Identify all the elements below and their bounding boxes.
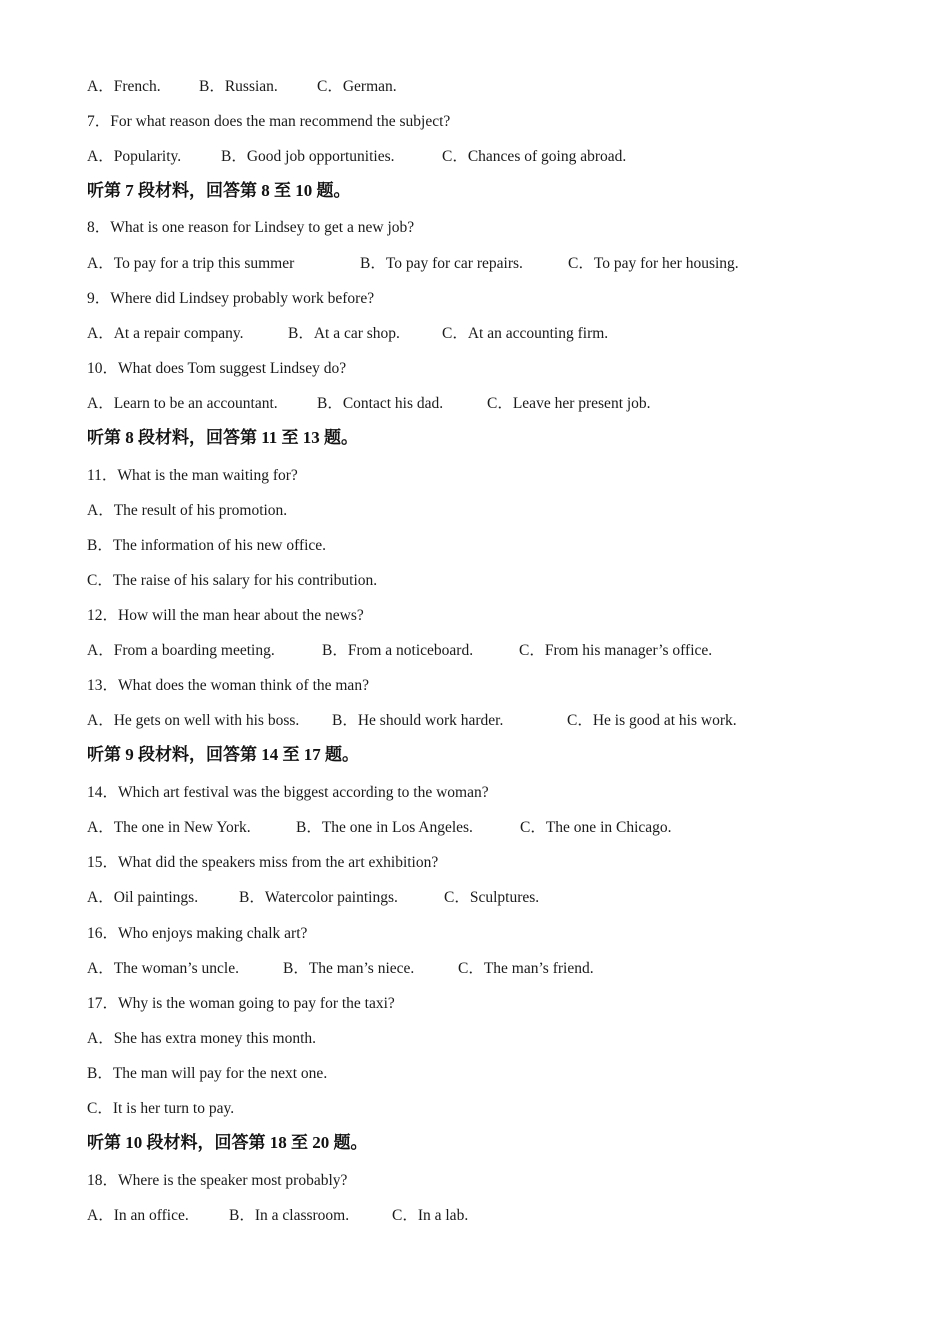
option-c: C．German. [317, 78, 397, 95]
question-11-option-c: C．The raise of his salary for his contribution. [87, 572, 378, 589]
option-b: B．Contact his dad. [317, 395, 444, 412]
section-heading-8: 听第 8 段材料，回答第 11 至 13 题。 [87, 428, 359, 447]
question-16: 16．Who enjoys making chalk art? [87, 925, 308, 942]
option-a: A．Learn to be an accountant. [87, 395, 278, 412]
option-c: C．Sculptures. [444, 889, 540, 906]
section-heading-10: 听第 10 段材料，回答第 18 至 20 题。 [87, 1133, 368, 1152]
option-b: B．The one in Los Angeles. [296, 819, 473, 836]
question-8: 8．What is one reason for Lindsey to get a new job? [87, 219, 415, 236]
question-17-option-c: C．It is her turn to pay. [87, 1100, 235, 1117]
option-b: B．Russian. [199, 78, 278, 95]
option-a: A．Oil paintings. [87, 889, 199, 906]
question-14: 14．Which art festival was the biggest according to the woman? [87, 784, 489, 801]
question-7: 7．For what reason does the man recommend the subject? [87, 113, 451, 130]
option-b: B．The man’s niece. [283, 960, 415, 977]
question-11-option-a: A．The result of his promotion. [87, 502, 288, 519]
option-c: C．At an accounting firm. [442, 325, 609, 342]
option-c: C．From his manager’s office. [519, 642, 713, 659]
section-heading-7: 听第 7 段材料，回答第 8 至 10 题。 [87, 181, 351, 200]
option-b: B．At a car shop. [288, 325, 400, 342]
question-11: 11．What is the man waiting for? [87, 467, 298, 484]
question-17-option-a: A．She has extra money this month. [87, 1030, 317, 1047]
question-13: 13．What does the woman think of the man? [87, 677, 369, 694]
option-b: B．Watercolor paintings. [239, 889, 398, 906]
option-a: A．To pay for a trip this summer [87, 255, 295, 272]
question-12: 12．How will the man hear about the news? [87, 607, 364, 624]
question-17-option-b: B．The man will pay for the next one. [87, 1065, 328, 1082]
option-c: C．He is good at his work. [567, 712, 737, 729]
option-c: C．Leave her present job. [487, 395, 651, 412]
option-a: A．The woman’s uncle. [87, 960, 239, 977]
option-b: B．In a classroom. [229, 1207, 350, 1224]
option-a: A．He gets on well with his boss. [87, 712, 300, 729]
option-c: C．To pay for her housing. [568, 255, 739, 272]
question-15: 15．What did the speakers miss from the art exhibition? [87, 854, 439, 871]
option-b: B．Good job opportunities. [221, 148, 395, 165]
question-10: 10．What does Tom suggest Lindsey do? [87, 360, 347, 377]
option-a: A．Popularity. [87, 148, 182, 165]
option-c: C．The man’s friend. [458, 960, 594, 977]
question-17: 17．Why is the woman going to pay for the taxi? [87, 995, 395, 1012]
question-18: 18．Where is the speaker most probably? [87, 1172, 348, 1189]
option-a: A．In an office. [87, 1207, 189, 1224]
option-c: C．In a lab. [392, 1207, 469, 1224]
section-heading-9: 听第 9 段材料，回答第 14 至 17 题。 [87, 745, 359, 764]
option-b: B．To pay for car repairs. [360, 255, 523, 272]
option-a: A．At a repair company. [87, 325, 244, 342]
option-c: C．Chances of going abroad. [442, 148, 627, 165]
question-11-option-b: B．The information of his new office. [87, 537, 327, 554]
option-b: B．He should work harder. [332, 712, 504, 729]
option-a: A．French. [87, 78, 161, 95]
option-a: A．The one in New York. [87, 819, 251, 836]
option-b: B．From a noticeboard. [322, 642, 474, 659]
question-9: 9．Where did Lindsey probably work before? [87, 290, 375, 307]
option-c: C．The one in Chicago. [520, 819, 672, 836]
option-a: A．From a boarding meeting. [87, 642, 275, 659]
